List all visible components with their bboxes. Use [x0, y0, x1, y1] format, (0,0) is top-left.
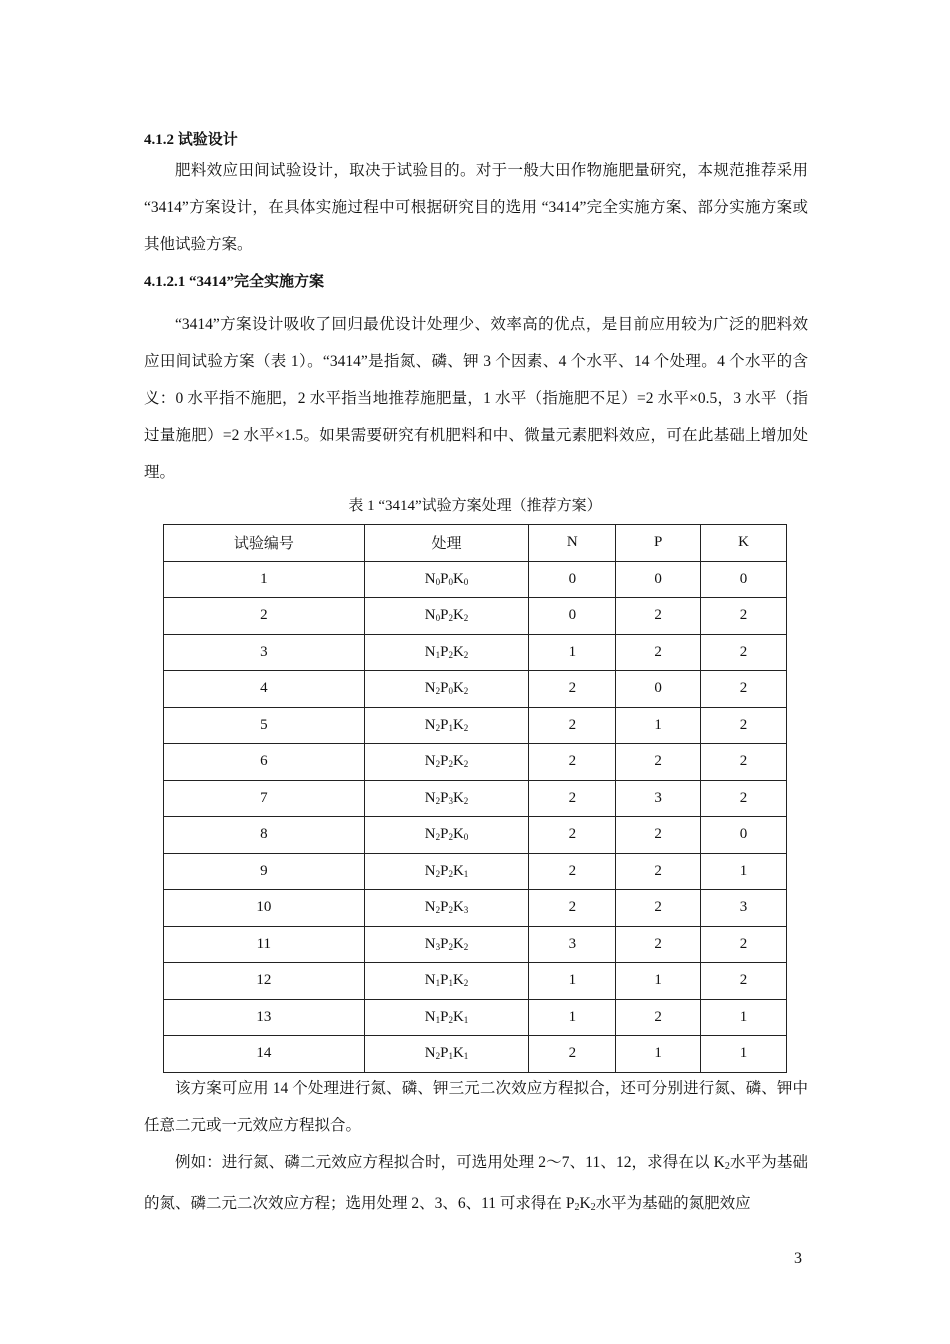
cell-treatment: $N_1P_2K_2$ [364, 634, 529, 671]
cell-p-level: 2 [616, 817, 701, 854]
cell-treatment: $N_2P_3K_2$ [364, 780, 529, 817]
cell-trial-number: 13 [164, 999, 365, 1036]
example-p2k2-formula: $P_2K_2$ [565, 1195, 596, 1213]
table-row [164, 707, 787, 744]
cell-trial-number: 3 [164, 634, 365, 671]
cell-k-level: 1 [701, 1036, 787, 1073]
table-header-row [164, 525, 787, 562]
header-n: N [529, 525, 616, 562]
cell-p-level: 2 [616, 634, 701, 671]
cell-k-level: 2 [701, 598, 787, 635]
cell-treatment: $N_2P_1K_2$ [364, 707, 529, 744]
cell-k-level: 2 [701, 634, 787, 671]
paragraph-example [144, 1144, 808, 1226]
cell-treatment: $N_2P_0K_2$ [364, 671, 529, 708]
table-row [164, 999, 787, 1036]
cell-k-level: 2 [701, 780, 787, 817]
example-text-2: 水平为基础的氮、磷二元二次效应方程；选用处理 2、3、6、11 可求得在 [144, 1154, 808, 1212]
cell-n-level: 2 [529, 1036, 616, 1073]
cell-treatment: $N_2P_1K_1$ [364, 1036, 529, 1073]
cell-trial-number: 5 [164, 707, 365, 744]
cell-n-level: 1 [529, 999, 616, 1036]
table-row [164, 598, 787, 635]
page-number: 3 [794, 1250, 802, 1267]
table-row [164, 817, 787, 854]
example-text-1: 例如：进行氮、磷二元效应方程拟合时，可选用处理 2～7、11、12，求得在以 [175, 1154, 714, 1171]
cell-k-level: 2 [701, 963, 787, 1000]
cell-trial-number: 11 [164, 926, 365, 963]
cell-n-level: 2 [529, 707, 616, 744]
cell-trial-number: 8 [164, 817, 365, 854]
header-treatment: 处理 [364, 525, 529, 562]
table-row [164, 561, 787, 598]
paragraph-fitting: 该方案可应用 14 个处理进行氮、磷、钾三元二次效应方程拟合，还可分别进行氮、磷、钾中任意二元或一元效应方程拟合。 [144, 1080, 808, 1134]
cell-n-level: 2 [529, 890, 616, 927]
table-caption: 表 1 “3414”试验方案处理（推荐方案） [348, 498, 602, 514]
section-heading-4-1-2: 4.1.2 试验设计 [144, 132, 238, 148]
cell-k-level: 1 [701, 999, 787, 1036]
cell-treatment: $N_1P_2K_1$ [364, 999, 529, 1036]
cell-n-level: 2 [529, 780, 616, 817]
cell-p-level: 2 [616, 744, 701, 781]
cell-k-level: 2 [701, 707, 787, 744]
cell-trial-number: 14 [164, 1036, 365, 1073]
cell-p-level: 2 [616, 926, 701, 963]
paragraph-3414-description: “3414”方案设计吸收了回归最优设计处理少、效率高的优点，是目前应用较为广泛的肥料效应田间试验方案（表 1）。“3414”是指氮、磷、钾 3 个因素、4 个水平、14 个处理。4 个水平的含义：0 水平指不施肥，2 水平指当地推荐施肥量，1 水平（指施肥不足）=2 水平×0.5，3 水平（指过量施肥）=2 水平×1.5。如果需要研究有机肥料和中、微量元素肥料效应，可在此基础上增加处理。 [144, 316, 808, 481]
cell-treatment: $N_2P_2K_1$ [364, 853, 529, 890]
cell-trial-number: 4 [164, 671, 365, 708]
cell-k-level: 0 [701, 817, 787, 854]
cell-k-level: 3 [701, 890, 787, 927]
table-row [164, 1036, 787, 1073]
section-heading-4-1-2-1: 4.1.2.1 “3414”完全实施方案 [144, 274, 325, 290]
cell-treatment: $N_2P_2K_2$ [364, 744, 529, 781]
cell-n-level: 0 [529, 598, 616, 635]
cell-p-level: 2 [616, 890, 701, 927]
treatment-table [163, 524, 787, 1073]
cell-k-level: 0 [701, 561, 787, 598]
table-row [164, 890, 787, 927]
example-text-3: 水平为基础的氮肥效应 [595, 1195, 751, 1212]
cell-treatment: $N_2P_2K_3$ [364, 890, 529, 927]
table-row [164, 853, 787, 890]
cell-k-level: 2 [701, 671, 787, 708]
header-p: P [616, 525, 701, 562]
cell-n-level: 1 [529, 634, 616, 671]
cell-p-level: 2 [616, 999, 701, 1036]
cell-p-level: 0 [616, 671, 701, 708]
cell-treatment: $N_0P_2K_2$ [364, 598, 529, 635]
table-row [164, 634, 787, 671]
table-row [164, 671, 787, 708]
cell-n-level: 2 [529, 744, 616, 781]
cell-trial-number: 1 [164, 561, 365, 598]
cell-trial-number: 12 [164, 963, 365, 1000]
cell-k-level: 1 [701, 853, 787, 890]
cell-k-level: 2 [701, 744, 787, 781]
cell-k-level: 2 [701, 926, 787, 963]
cell-p-level: 1 [616, 707, 701, 744]
cell-n-level: 3 [529, 926, 616, 963]
cell-p-level: 1 [616, 963, 701, 1000]
cell-treatment: $N_1P_1K_2$ [364, 963, 529, 1000]
table-row [164, 780, 787, 817]
cell-trial-number: 7 [164, 780, 365, 817]
table-body [164, 561, 787, 1072]
cell-n-level: 2 [529, 817, 616, 854]
cell-n-level: 0 [529, 561, 616, 598]
cell-treatment: $N_0P_0K_0$ [364, 561, 529, 598]
cell-trial-number: 2 [164, 598, 365, 635]
cell-p-level: 2 [616, 598, 701, 635]
cell-n-level: 1 [529, 963, 616, 1000]
cell-treatment: $N_2P_2K_0$ [364, 817, 529, 854]
table-row [164, 926, 787, 963]
table-row [164, 744, 787, 781]
cell-treatment: $N_3P_2K_2$ [364, 926, 529, 963]
table-row [164, 963, 787, 1000]
cell-p-level: 3 [616, 780, 701, 817]
cell-trial-number: 6 [164, 744, 365, 781]
cell-n-level: 2 [529, 671, 616, 708]
cell-n-level: 2 [529, 853, 616, 890]
cell-trial-number: 10 [164, 890, 365, 927]
paragraph-design-intro: 肥料效应田间试验设计，取决于试验目的。对于一般大田作物施肥量研究，本规范推荐采用 “3414”方案设计，在具体实施过程中可根据研究目的选用 “3414”完全实施方案、部分实施方案或其他试验方案。 [144, 162, 808, 253]
header-k: K [701, 525, 787, 562]
example-k2-formula: $K_2$ [713, 1154, 730, 1172]
cell-p-level: 2 [616, 853, 701, 890]
cell-trial-number: 9 [164, 853, 365, 890]
cell-p-level: 1 [616, 1036, 701, 1073]
cell-p-level: 0 [616, 561, 701, 598]
header-trial-number: 试验编号 [164, 525, 365, 562]
